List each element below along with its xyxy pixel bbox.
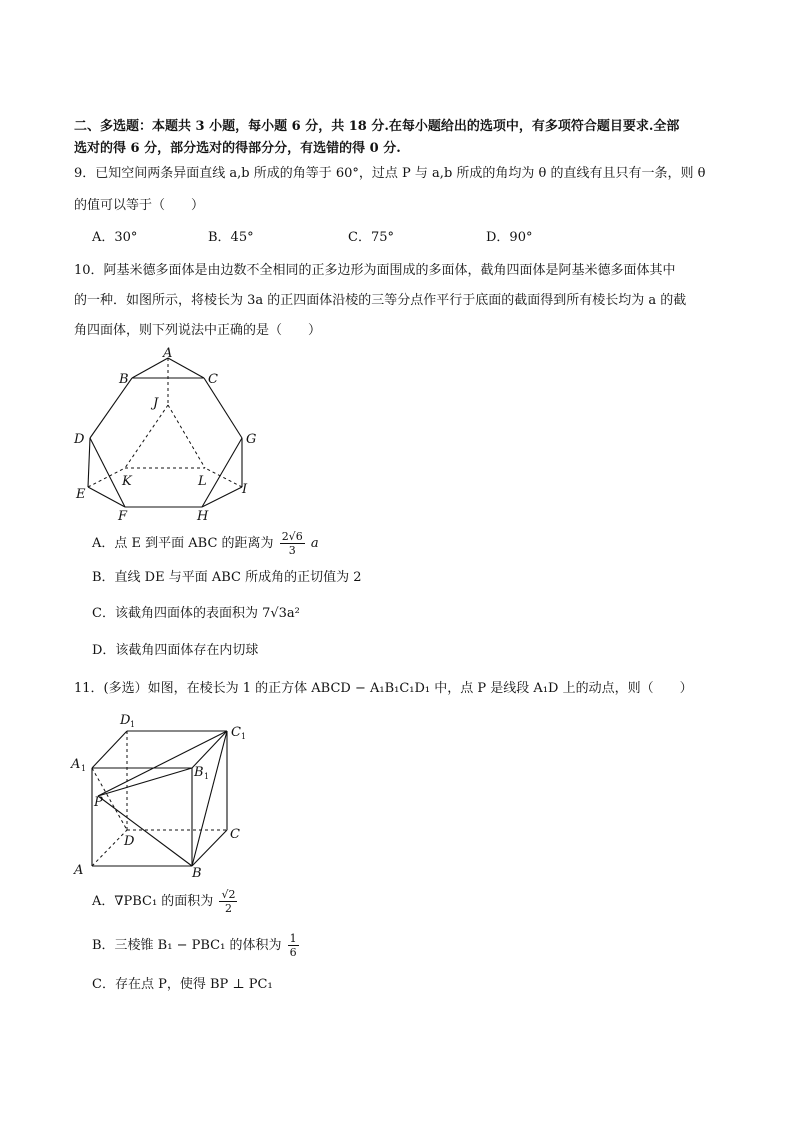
label-c1: C <box>231 725 241 740</box>
label-a: A <box>163 346 173 361</box>
q10-option-a <box>92 530 319 557</box>
q11-option-b-numerator: 1 <box>289 932 297 945</box>
q10-option-a-variable: a <box>310 536 319 551</box>
label-l: L <box>198 474 207 489</box>
label-f: F <box>118 509 128 524</box>
label-d1-subscript: 1 <box>130 720 136 729</box>
q9-option-d: D．90° <box>486 230 533 245</box>
q10-stem-line3: 角四面体，则下列说法中正确的是（ ） <box>74 323 322 338</box>
q10-option-a-numerator: 2√6 <box>281 530 303 543</box>
q10-option-a-denominator: 3 <box>288 544 296 557</box>
q9-stem-line1: 9．已知空间两条异面直线 a,b 所成的角等于 60°，过点 P 与 a,b 所成的角均为 θ 的直线有且只有一条，则 θ <box>74 166 706 181</box>
q11-option-b-denominator: 6 <box>289 946 297 959</box>
q11-stem-line1: 11．(多选）如图，在棱长为 1 的正方体 ABCD − A₁B₁C₁D₁ 中，点 P 是线段 A₁D 上的动点，则（ ） <box>74 681 693 696</box>
q11-option-c: C．存在点 P，使得 BP ⊥ PC₁ <box>92 977 273 992</box>
label-c: C <box>208 372 218 387</box>
q11-option-a <box>92 888 239 915</box>
q10-option-a-text: A．点 E 到平面 ABC 的距离为 <box>92 536 274 551</box>
truncated-tetrahedron-figure <box>70 345 270 525</box>
label-k: K <box>122 474 132 489</box>
q11-option-b-fraction <box>288 932 299 959</box>
label-e: E <box>76 487 86 502</box>
label-d1: D <box>120 713 131 728</box>
label-a1-subscript: 1 <box>81 764 87 773</box>
label-b1-subscript: 1 <box>204 772 210 781</box>
label-c: C <box>230 827 240 842</box>
label-d: D <box>124 834 135 849</box>
label-p: P <box>94 795 103 810</box>
q11-option-b-text: B．三棱锥 B₁ − PBC₁ 的体积为 <box>92 938 282 953</box>
q9-stem-line2: 的值可以等于（ ） <box>74 198 205 213</box>
q10-option-d: D．该截角四面体存在内切球 <box>92 643 259 658</box>
q10-stem-line2: 的一种．如图所示，将棱长为 3a 的正四面体沿棱的三等分点作平行于底面的截面得到所有棱长均为 a 的截 <box>74 293 687 308</box>
label-c1-subscript: 1 <box>241 732 247 741</box>
label-b: B <box>192 866 202 881</box>
label-d: D <box>74 432 85 447</box>
q10-option-a-fraction <box>280 530 305 557</box>
section-header-line1: 二、多选题：本题共 3 小题，每小题 6 分，共 18 分.在每小题给出的选项中，有多项符合题目要求.全部 <box>74 119 680 134</box>
label-a1: A <box>71 757 81 772</box>
q10-option-b: B．直线 DE 与平面 ABC 所成角的正切值为 2 <box>92 570 362 585</box>
label-a: A <box>74 863 84 878</box>
label-i: I <box>242 482 248 497</box>
q11-option-a-fraction <box>219 888 237 915</box>
q11-option-b <box>92 932 301 959</box>
q10-stem-line1: 10．阿基米德多面体是由边数不全相同的正多边形为面围成的多面体，截角四面体是阿基米德多面体其中 <box>74 263 676 278</box>
label-g: G <box>246 432 257 447</box>
q9-option-b: B．45° <box>208 230 254 245</box>
cube-figure <box>68 706 258 881</box>
label-j: J <box>153 396 159 411</box>
q11-option-a-denominator: 2 <box>224 902 232 915</box>
q9-option-c: C．75° <box>348 230 394 245</box>
label-b1: B <box>194 765 204 780</box>
label-h: H <box>197 509 209 524</box>
q11-option-a-numerator: √2 <box>221 888 236 901</box>
section-header-line2: 选对的得 6 分，部分选对的得部分分，有选错的得 0 分. <box>74 141 401 156</box>
q11-option-a-text: A．∇PBC₁ 的面积为 <box>92 894 214 909</box>
label-b: B <box>119 372 129 387</box>
q9-option-a: A．30° <box>92 230 138 245</box>
q10-option-c: C．该截角四面体的表面积为 7√3a² <box>92 606 300 621</box>
